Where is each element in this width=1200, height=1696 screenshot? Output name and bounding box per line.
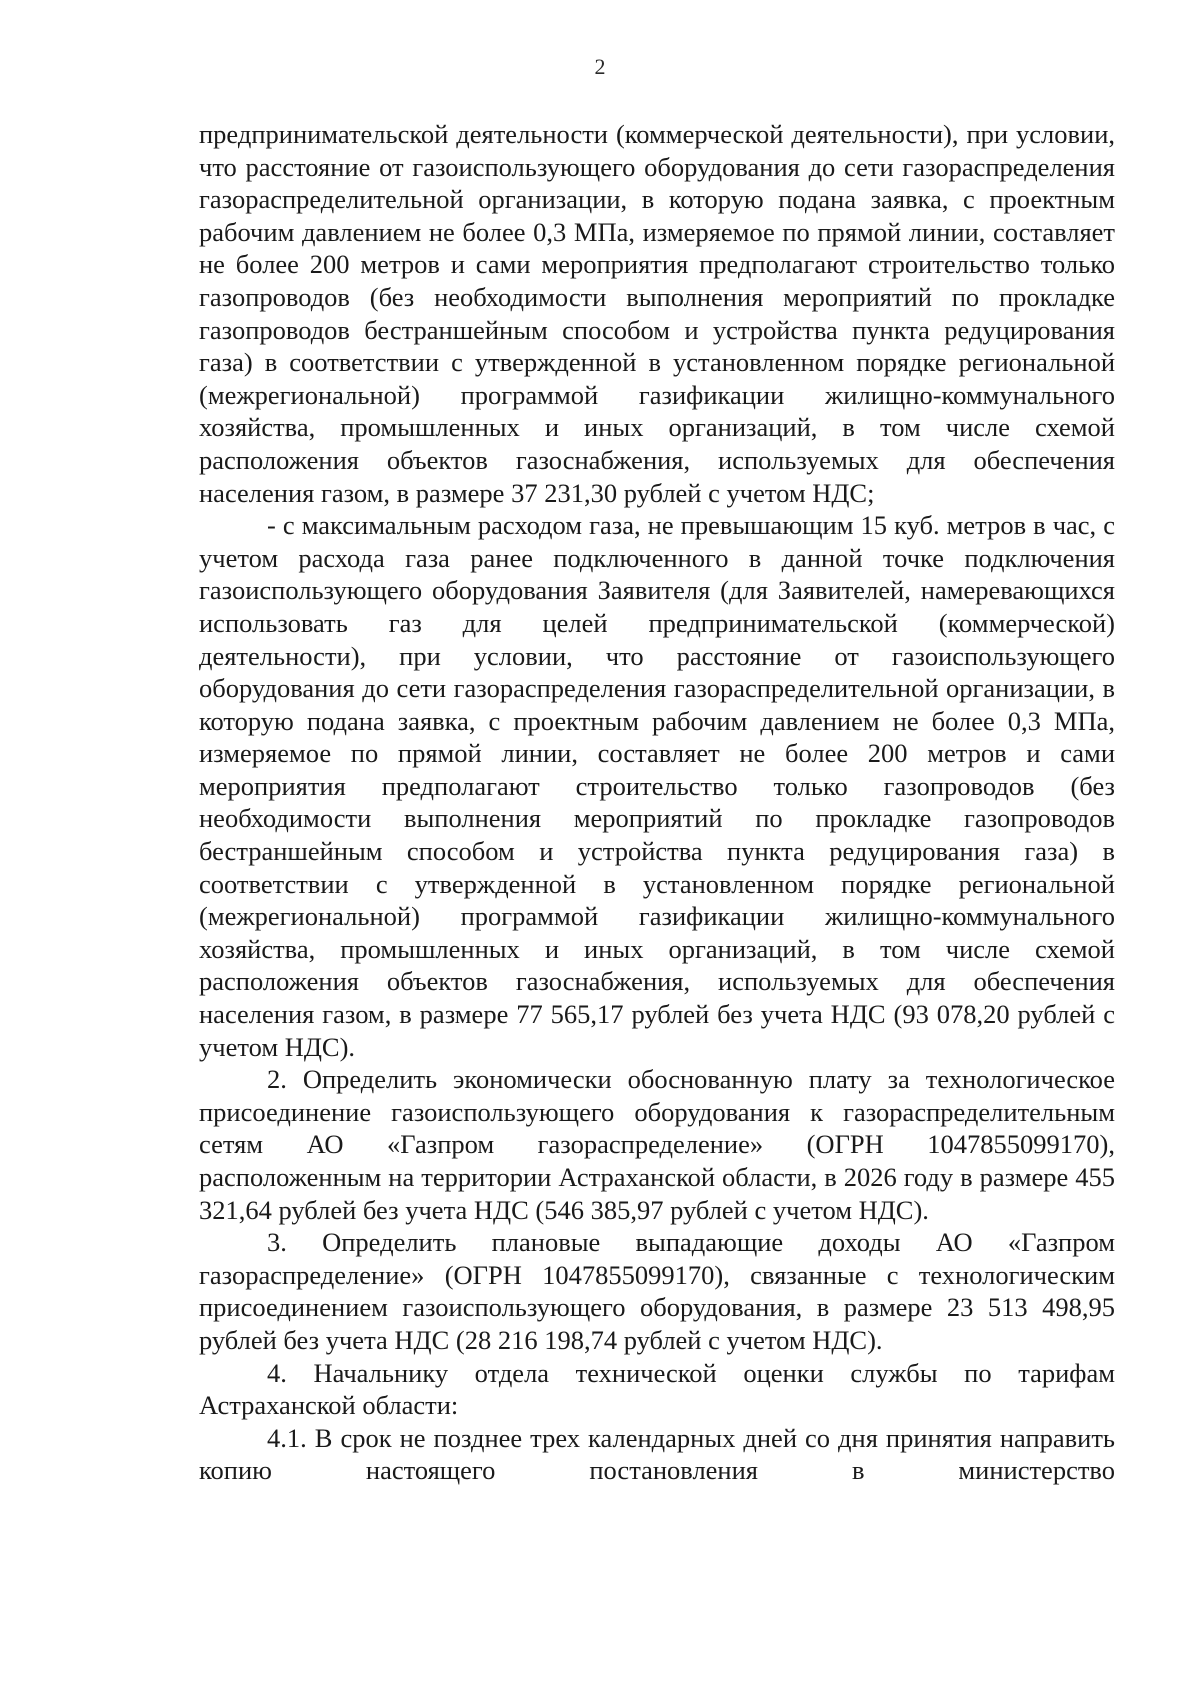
paragraph-item-4: 4. Начальнику отдела технической оценки службы по тарифам Астраханской области:: [199, 1357, 1115, 1421]
paragraph-item-4-1: 4.1. В срок не позднее трех календарных дней со дня принятия направить копию настоящего постановления в министерство: [199, 1422, 1115, 1486]
document-body: [199, 118, 1115, 1487]
paragraph-gas-consumption-item: - с максимальным расходом газа, не превышающим 15 куб. метров в час, с учетом расхода газа ранее подключенного в данной точке подключения газоиспользующего оборудования Заявителя (для Заявителей, намеревающихся использовать газ для целей предпринимательской (коммерческой) деятельности), при условии, что расстояние от газоиспользующего оборудования до сети газораспределения газораспределительной организации, в которую подана заявка, с проектным рабочим давлением не более 0,3 МПа, измеряемое по прямой линии, составляет не более 200 метров и сами мероприятия предполагают строительство только газопроводов (без необходимости выполнения мероприятий по прокладке газопроводов бестраншейным способом и устройства пункта редуцирования газа) в соответствии с утвержденной в установленном порядке региональной (межрегиональной) программой газификации жилищно-коммунального хозяйства, промышленных и иных организаций, в том числе схемой расположения объектов газоснабжения, используемых для обеспечения населения газом, в размере 77 565,17 рублей без учета НДС (93 078,20 рублей с учетом НДС).: [199, 510, 1115, 1062]
paragraph-item-2: 2. Определить экономически обоснованную плату за технологическое присоединение газоиспользующего оборудования к газораспределительным сетям АО «Газпром газораспределение» (ОГРН 1047855099170), расположенным на территории Астраханской области, в 2026 году в размере 455 321,64 рублей без учета НДС (546 385,97 рублей с учетом НДС).: [199, 1064, 1115, 1225]
paragraph-item-3: 3. Определить плановые выпадающие доходы АО «Газпром газораспределение» (ОГРН 1047855099170), связанные с технологическим присоединением газоиспользующего оборудования, в размере 23 513 498,95 рублей без учета НДС (28 216 198,74 рублей с учетом НДС).: [199, 1227, 1115, 1355]
paragraph-continuation: предпринимательской деятельности (коммерческой деятельности), при условии, что расстояние от газоиспользующего оборудования до сети газораспределения газораспределительной организации, в которую подана заявка, с проектным рабочим давлением не более 0,3 МПа, измеряемое по прямой линии, составляет не более 200 метров и сами мероприятия предполагают строительство только газопроводов (без необходимости выполнения мероприятий по прокладке газопроводов бестраншейным способом и устройства пункта редуцирования газа) в соответствии с утвержденной в установленном порядке региональной (межрегиональной) программой газификации жилищно-коммунального хозяйства, промышленных и иных организаций, в том числе схемой расположения объектов газоснабжения, используемых для обеспечения населения газом, в размере 37 231,30 рублей с учетом НДС;: [199, 119, 1115, 508]
page-number: 2: [594, 54, 606, 79]
